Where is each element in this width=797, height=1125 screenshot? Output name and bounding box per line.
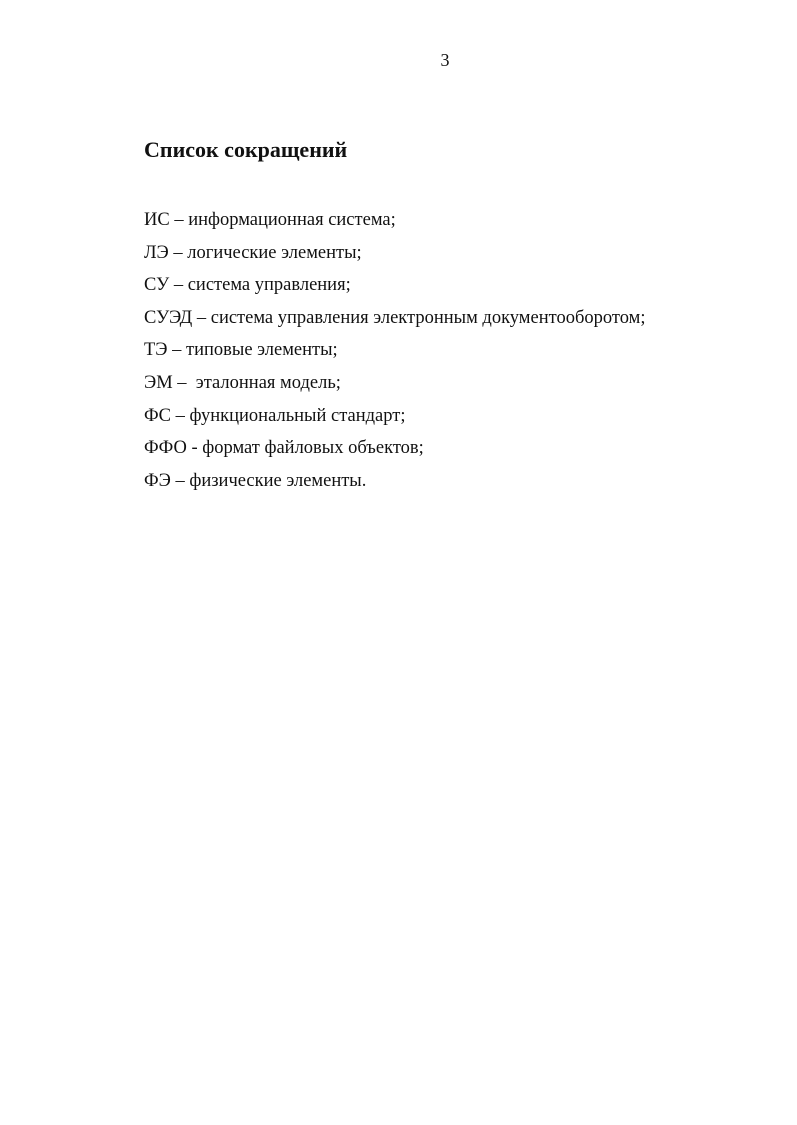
- definition: информационная система;: [188, 210, 396, 230]
- abbreviation-list: [144, 206, 645, 499]
- definition: функциональный стандарт;: [189, 405, 406, 426]
- definition: эталонная модель;: [195, 372, 341, 393]
- abbreviation: СУ: [144, 275, 170, 296]
- page-title: Список сокращений: [144, 137, 348, 162]
- separator: –: [168, 242, 188, 263]
- definition: система управления электронным документооборотом;: [210, 307, 646, 328]
- definition: формат файловых объектов;: [202, 438, 424, 459]
- definition: типовые элементы;: [186, 340, 338, 361]
- abbreviation: СУЭД: [144, 307, 193, 328]
- abbreviation: ТЭ: [144, 340, 168, 361]
- definition: физические элементы.: [189, 470, 367, 491]
- separator: –: [167, 340, 187, 361]
- abbreviation: ИС: [144, 210, 170, 230]
- list-item: [144, 402, 645, 435]
- page-number: 3: [440, 50, 450, 70]
- list-item: [144, 434, 645, 467]
- separator: –: [172, 372, 196, 393]
- list-item: [144, 467, 645, 500]
- abbreviation: ЛЭ: [144, 242, 169, 263]
- separator: –: [169, 275, 188, 296]
- separator: –: [169, 210, 189, 230]
- abbreviation: ФФО: [144, 438, 187, 459]
- abbreviation: ФС: [144, 405, 171, 426]
- list-item: [144, 336, 645, 369]
- abbreviation: ФЭ: [144, 470, 171, 491]
- list-item: [144, 271, 645, 304]
- list-item: [144, 206, 645, 239]
- separator: –: [192, 307, 211, 328]
- list-item: [144, 304, 645, 337]
- separator: –: [170, 470, 190, 491]
- list-item: [144, 369, 645, 402]
- abbreviation: ЭМ: [144, 372, 173, 393]
- separator: -: [186, 438, 203, 459]
- list-item: [144, 239, 645, 272]
- separator: –: [170, 405, 190, 426]
- definition: система управления;: [187, 275, 351, 296]
- definition: логические элементы;: [187, 242, 362, 263]
